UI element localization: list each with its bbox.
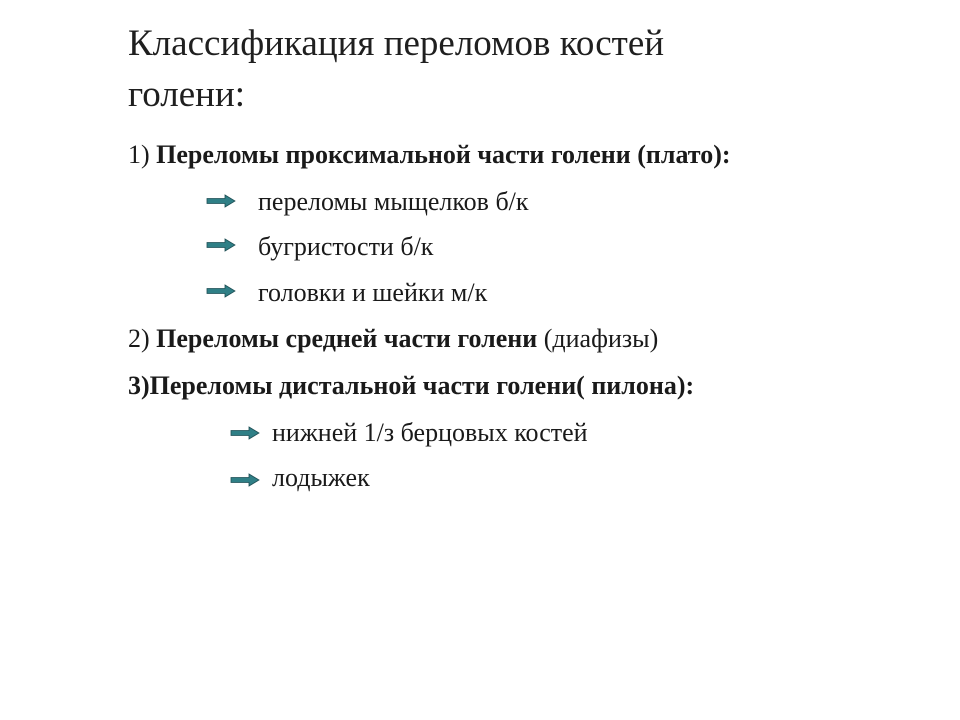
arrow-right-icon <box>206 238 236 252</box>
section-3-item-2: лодыжек <box>272 463 370 492</box>
section-3-heading: 3)Переломы дистальной части голени( пилона): <box>128 371 695 400</box>
section-2-line <box>128 323 658 355</box>
section-1-item-3: головки и шейки м/к <box>258 278 488 307</box>
slide-title <box>128 18 888 120</box>
section-1-number: 1) <box>128 140 157 169</box>
section-2-suffix: (диафизы) <box>537 324 659 353</box>
section-1-heading-line <box>128 139 731 171</box>
section-2-number: 2) <box>128 324 157 353</box>
section-1-heading: Переломы проксимальной части голени (плато): <box>156 140 731 169</box>
section-1-item-1: переломы мыщелков б/к <box>258 187 529 216</box>
section-1-item-2: бугристости б/к <box>258 232 434 261</box>
section-3-item-1: нижней 1/з берцовых костей <box>272 418 588 447</box>
arrow-right-icon <box>230 473 260 487</box>
section-3-heading-line <box>128 370 694 402</box>
title-line-2: голени: <box>128 74 246 115</box>
arrow-right-icon <box>230 426 260 440</box>
arrow-right-icon <box>206 194 236 208</box>
section-2-heading: Переломы средней части голени <box>156 324 538 353</box>
title-line-1: Классификация переломов костей <box>128 23 665 64</box>
arrow-right-icon <box>206 284 236 298</box>
